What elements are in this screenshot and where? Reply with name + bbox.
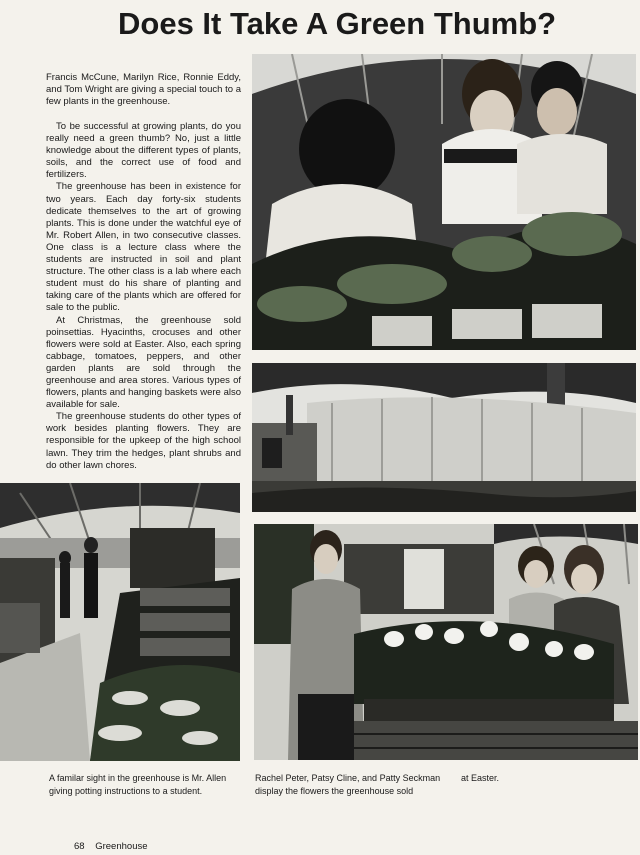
easter-flowers-display-illustration (254, 524, 638, 760)
page-title: Does It Take A Green Thumb? (118, 6, 557, 41)
page-number: 68 (74, 841, 85, 852)
students-with-plants-illustration (252, 54, 636, 350)
caption-flower-display: Rachel Peter, Patsy Cline, and Patty Seckman display the flowers the greenhouse sold (255, 773, 441, 796)
easter-flowers-display-photo (254, 524, 638, 760)
students-with-plants-photo (252, 54, 636, 350)
greenhouse-exterior-illustration (252, 363, 636, 512)
article-paragraph: To be successful at growing plants, do you really need a green thumb? No, just a little knowledge about the different types of plants, soils, and the correct use of food and fertilizers. (46, 121, 241, 181)
intro-caption (46, 72, 241, 108)
greenhouse-interior-illustration (0, 483, 240, 761)
caption-flower-display-continued: at Easter. (461, 773, 500, 783)
article-paragraph: The greenhouse has been in existence for two years. Each day forty-six students dedicate themselves to the art of growing plants. This is done under the watchful eye of Mr. Robert Allen, in two consecutive classes. One class is a lecture class where the students are instructed in soil and plant structure. The other class is a lab where each student must do his share of planting and taking care of the plants which are offered for sale to the public. (46, 181, 241, 314)
greenhouse-exterior-photo (252, 363, 636, 512)
article-paragraph: At Christmas, the greenhouse sold poinsettias. Hyacinths, crocuses and other flowers were sold at Easter. Also, each spring cabbage, tomatoes, peppers, and other garden plants are sold through the greenhouse and area stores. Various types of flowers, plants and hanging baskets were also available for sale. (46, 314, 241, 411)
article-paragraph: The greenhouse students do other types of work besides planting flowers. They are responsible for the upkeep of the high school lawn. They trim the hedges, plant shrubs and do other lawn chores. (46, 411, 241, 471)
article-body (46, 121, 241, 472)
greenhouse-interior-photo (0, 483, 240, 761)
intro-caption-text: Francis McCune, Marilyn Rice, Ronnie Eddy, and Tom Wright are giving a special touch to a few plants in the greenhouse. (46, 72, 241, 108)
page-footer (74, 841, 156, 852)
section-name: Greenhouse (95, 841, 148, 852)
caption-mr-allen: A familar sight in the greenhouse is Mr. Allen giving potting instructions to a student. (49, 773, 227, 796)
